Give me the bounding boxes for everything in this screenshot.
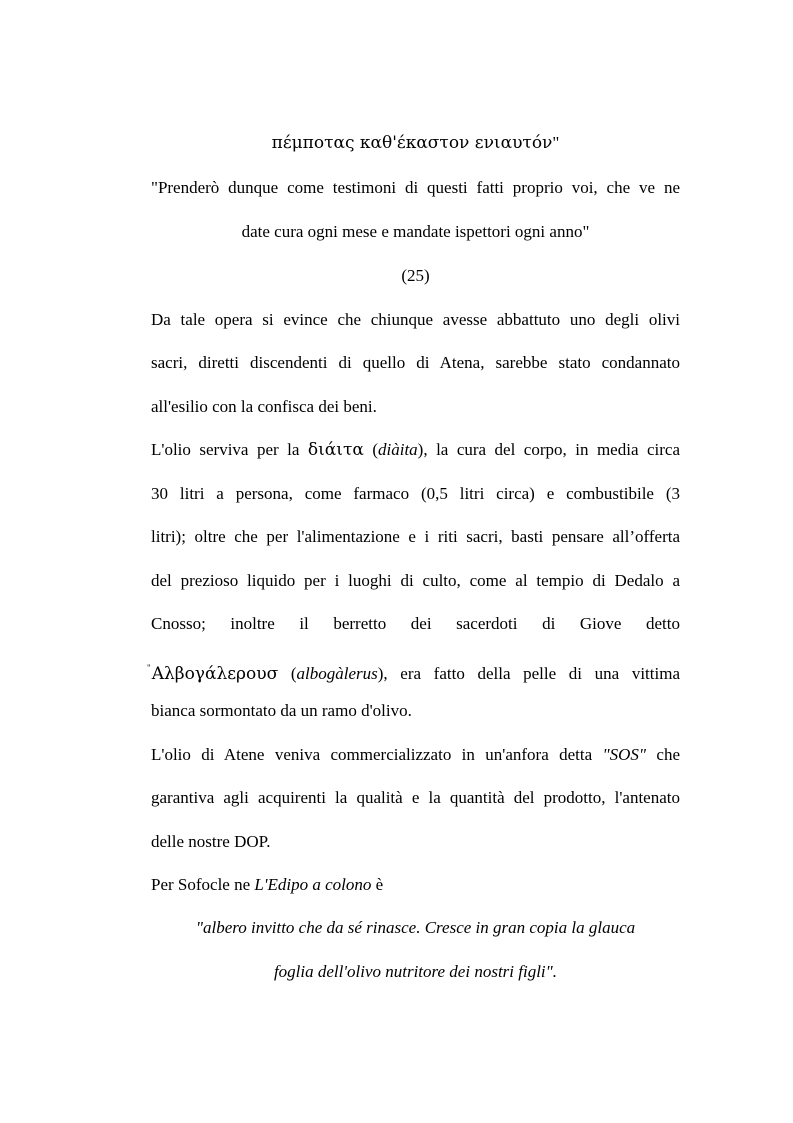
greek-quote-text: πέμποτας καθ'έκαστον ενιαυτόν <box>271 133 553 153</box>
paragraph-4-line-1 <box>151 875 680 895</box>
paragraph-2-line-4: del prezioso liquido per i luoghi di culto, come al tempio di Dedalo a <box>151 571 680 590</box>
paragraph-2-line-7: bianca sormontato da un ramo d'olivo. <box>151 701 412 720</box>
work-title: L'Edipo a colono <box>254 875 372 894</box>
greek-quote-line <box>151 133 680 153</box>
p3-text-a: L'olio di Atene veniva commercializzato in un'anfora detta <box>151 745 603 764</box>
paragraph-3-line-3: delle nostre DOP. <box>151 832 271 851</box>
paragraph-1-line-3: all'esilio con la confisca dei beni. <box>151 397 377 416</box>
p2-l6-text-c: ), era fatto della pelle di una vittima <box>377 664 680 683</box>
p4-text-c: è <box>371 875 384 894</box>
closing-quote: " <box>552 133 560 152</box>
paragraph-2-line-6 <box>147 658 680 684</box>
footnote-reference: (25) <box>401 266 430 285</box>
p2-text-a: L'olio serviva per la <box>151 440 308 459</box>
paragraph-3-line-2: garantiva agli acquirenti la qualità e la quantità del prodotto, l'antenato <box>151 788 680 807</box>
paragraph-1-line-1: Da tale opera si evince che chiunque avesse abbattuto uno degli olivi <box>151 310 680 329</box>
translation-line-1: "Prenderò dunque come testimoni di questi fatti proprio voi, che ve ne <box>151 178 680 197</box>
p2-text-c: ), la cura del corpo, in media circa <box>417 440 680 459</box>
paragraph-2-line-1 <box>151 440 680 460</box>
sophocles-quote-line-2: foglia dell'olivo nutritore dei nostri figli". <box>273 962 558 981</box>
paragraph-3-line-1 <box>151 745 680 765</box>
paragraph-1-line-2: sacri, diretti discendenti di quello di Atena, sarebbe stato condannato <box>151 353 680 372</box>
paragraph-2-line-5: Cnosso; inoltre il berretto dei sacerdoti di Giove detto <box>151 614 680 633</box>
breathing-mark: " <box>147 663 151 673</box>
paragraph-2-line-3: litri); oltre che per l'alimentazione e i riti sacri, basti pensare all’offerta <box>151 527 680 546</box>
p2-l6-text-b: ( <box>278 664 297 683</box>
sos-term: "SOS" <box>602 745 647 764</box>
p4-text-a: Per Sofocle ne <box>151 875 255 894</box>
greek-diaita: διάιτα <box>307 440 364 460</box>
translation-line-2: date cura ogni mese e mandate ispettori ogni anno" <box>241 222 590 241</box>
greek-albogalerous: Αλβογάλερουσ <box>151 664 279 684</box>
p2-text-b: ( <box>363 440 378 459</box>
paragraph-2-line-2: 30 litri a persona, come farmaco (0,5 litri circa) e combustibile (3 <box>151 484 680 503</box>
transliteration-diaita: diàita <box>378 440 418 459</box>
transliteration-albogalerus: albogàlerus <box>296 664 378 683</box>
p3-text-c: che <box>646 745 681 764</box>
sophocles-quote-line-1: "albero invitto che da sé rinasce. Cresce in gran copia la glauca <box>195 918 636 937</box>
